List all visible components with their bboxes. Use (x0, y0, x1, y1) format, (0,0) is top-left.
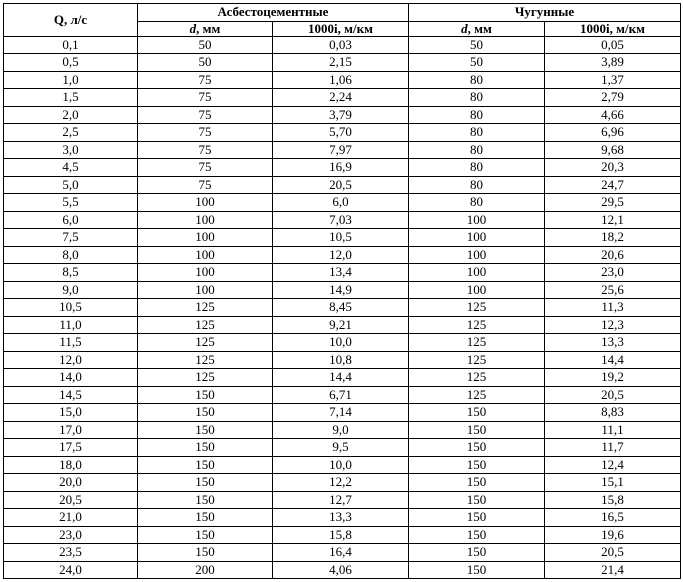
cell-flow-rate: 12,0 (4, 351, 138, 369)
cell-cast-iron-diameter: 125 (409, 334, 545, 352)
cell-cast-iron-head-loss: 20,6 (545, 246, 681, 264)
cell-flow-rate: 2,0 (4, 106, 138, 124)
cell-cast-iron-head-loss: 24,7 (545, 176, 681, 194)
cell-cast-iron-head-loss: 19,6 (545, 526, 681, 544)
cell-asbestos-diameter: 50 (138, 36, 273, 54)
table-row (4, 71, 681, 89)
cell-asbestos-diameter: 100 (138, 194, 273, 212)
cell-cast-iron-diameter: 150 (409, 474, 545, 492)
cell-flow-rate: 0,1 (4, 36, 138, 54)
cell-asbestos-diameter: 150 (138, 404, 273, 422)
cell-asbestos-head-loss: 6,0 (273, 194, 409, 212)
cell-asbestos-head-loss: 6,71 (273, 386, 409, 404)
cell-cast-iron-diameter: 150 (409, 544, 545, 562)
cell-asbestos-diameter: 75 (138, 159, 273, 177)
cell-asbestos-head-loss: 12,7 (273, 491, 409, 509)
cell-asbestos-diameter: 125 (138, 316, 273, 334)
cell-asbestos-head-loss: 1,06 (273, 71, 409, 89)
cell-asbestos-head-loss: 10,8 (273, 351, 409, 369)
table-row (4, 369, 681, 387)
cell-cast-iron-head-loss: 0,05 (545, 36, 681, 54)
cell-flow-rate: 23,5 (4, 544, 138, 562)
cell-asbestos-head-loss: 13,4 (273, 264, 409, 282)
cell-asbestos-head-loss: 13,3 (273, 509, 409, 527)
cell-cast-iron-head-loss: 9,68 (545, 141, 681, 159)
cell-asbestos-diameter: 150 (138, 544, 273, 562)
table-body (4, 36, 681, 579)
cell-flow-rate: 5,0 (4, 176, 138, 194)
table-row (4, 491, 681, 509)
cell-asbestos-head-loss: 12,2 (273, 474, 409, 492)
cell-flow-rate: 7,5 (4, 229, 138, 247)
cell-asbestos-head-loss: 2,15 (273, 54, 409, 72)
cell-flow-rate: 14,5 (4, 386, 138, 404)
cell-cast-iron-head-loss: 20,3 (545, 159, 681, 177)
cell-asbestos-diameter: 75 (138, 106, 273, 124)
header-asbestos-head-loss: 1000i, м/км (273, 21, 409, 36)
cell-flow-rate: 18,0 (4, 456, 138, 474)
cell-cast-iron-diameter: 100 (409, 211, 545, 229)
cell-asbestos-head-loss: 14,4 (273, 369, 409, 387)
cell-asbestos-head-loss: 3,79 (273, 106, 409, 124)
cell-flow-rate: 3,0 (4, 141, 138, 159)
table-row (4, 334, 681, 352)
cell-asbestos-head-loss: 2,24 (273, 89, 409, 107)
cell-cast-iron-head-loss: 11,3 (545, 299, 681, 317)
cell-cast-iron-head-loss: 14,4 (545, 351, 681, 369)
cell-flow-rate: 4,5 (4, 159, 138, 177)
cell-asbestos-diameter: 150 (138, 456, 273, 474)
cell-cast-iron-diameter: 150 (409, 491, 545, 509)
header-flow-rate: Q, л/с (4, 4, 138, 37)
cell-flow-rate: 1,0 (4, 71, 138, 89)
table-row (4, 281, 681, 299)
cell-asbestos-diameter: 200 (138, 561, 273, 579)
cell-flow-rate: 14,0 (4, 369, 138, 387)
cell-cast-iron-diameter: 125 (409, 299, 545, 317)
cell-cast-iron-head-loss: 21,4 (545, 561, 681, 579)
cell-asbestos-diameter: 125 (138, 369, 273, 387)
table-row (4, 141, 681, 159)
cell-flow-rate: 2,5 (4, 124, 138, 142)
cell-asbestos-head-loss: 0,03 (273, 36, 409, 54)
cell-cast-iron-head-loss: 13,3 (545, 334, 681, 352)
cell-cast-iron-diameter: 150 (409, 509, 545, 527)
cell-cast-iron-diameter: 125 (409, 386, 545, 404)
cell-asbestos-head-loss: 16,4 (273, 544, 409, 562)
cell-cast-iron-head-loss: 23,0 (545, 264, 681, 282)
cell-cast-iron-diameter: 100 (409, 246, 545, 264)
cell-cast-iron-diameter: 80 (409, 159, 545, 177)
cell-flow-rate: 17,0 (4, 421, 138, 439)
cell-flow-rate: 20,5 (4, 491, 138, 509)
cell-cast-iron-head-loss: 12,3 (545, 316, 681, 334)
diameter-unit: , мм (196, 21, 221, 36)
cell-cast-iron-head-loss: 1,37 (545, 71, 681, 89)
cell-flow-rate: 17,5 (4, 439, 138, 457)
cell-flow-rate: 9,0 (4, 281, 138, 299)
cell-asbestos-diameter: 75 (138, 176, 273, 194)
cell-asbestos-head-loss: 10,0 (273, 456, 409, 474)
cell-asbestos-head-loss: 7,03 (273, 211, 409, 229)
cell-cast-iron-diameter: 80 (409, 71, 545, 89)
cell-cast-iron-head-loss: 11,7 (545, 439, 681, 457)
cell-cast-iron-diameter: 80 (409, 89, 545, 107)
cell-cast-iron-head-loss: 8,83 (545, 404, 681, 422)
cell-asbestos-head-loss: 9,21 (273, 316, 409, 334)
cell-cast-iron-head-loss: 15,1 (545, 474, 681, 492)
cell-cast-iron-head-loss: 19,2 (545, 369, 681, 387)
cell-cast-iron-head-loss: 18,2 (545, 229, 681, 247)
cell-cast-iron-diameter: 80 (409, 141, 545, 159)
cell-cast-iron-diameter: 150 (409, 439, 545, 457)
cell-cast-iron-head-loss: 12,1 (545, 211, 681, 229)
table-row (4, 106, 681, 124)
table-row (4, 439, 681, 457)
cell-cast-iron-diameter: 125 (409, 316, 545, 334)
cell-cast-iron-diameter: 150 (409, 404, 545, 422)
cell-flow-rate: 0,5 (4, 54, 138, 72)
cell-cast-iron-diameter: 80 (409, 194, 545, 212)
cell-cast-iron-diameter: 100 (409, 281, 545, 299)
cell-flow-rate: 15,0 (4, 404, 138, 422)
cell-asbestos-diameter: 125 (138, 334, 273, 352)
diameter-unit: , мм (467, 21, 492, 36)
cell-cast-iron-diameter: 100 (409, 264, 545, 282)
cell-cast-iron-diameter: 150 (409, 421, 545, 439)
table-row (4, 211, 681, 229)
cell-cast-iron-diameter: 150 (409, 561, 545, 579)
cell-flow-rate: 11,5 (4, 334, 138, 352)
cell-flow-rate: 20,0 (4, 474, 138, 492)
cell-cast-iron-head-loss: 2,79 (545, 89, 681, 107)
cell-cast-iron-head-loss: 20,5 (545, 386, 681, 404)
cell-asbestos-head-loss: 10,0 (273, 334, 409, 352)
cell-asbestos-head-loss: 20,5 (273, 176, 409, 194)
table-row (4, 474, 681, 492)
cell-asbestos-head-loss: 9,0 (273, 421, 409, 439)
cell-asbestos-head-loss: 8,45 (273, 299, 409, 317)
cell-cast-iron-diameter: 80 (409, 106, 545, 124)
cell-cast-iron-diameter: 50 (409, 36, 545, 54)
cell-asbestos-diameter: 150 (138, 509, 273, 527)
cell-asbestos-diameter: 150 (138, 386, 273, 404)
cell-flow-rate: 8,0 (4, 246, 138, 264)
cell-asbestos-diameter: 150 (138, 491, 273, 509)
cell-asbestos-diameter: 75 (138, 71, 273, 89)
cell-flow-rate: 21,0 (4, 509, 138, 527)
cell-asbestos-head-loss: 15,8 (273, 526, 409, 544)
cell-cast-iron-diameter: 80 (409, 124, 545, 142)
cell-cast-iron-diameter: 125 (409, 351, 545, 369)
cell-asbestos-head-loss: 4,06 (273, 561, 409, 579)
pipe-hydraulics-table (3, 3, 681, 579)
table-row (4, 299, 681, 317)
cell-flow-rate: 11,0 (4, 316, 138, 334)
cell-flow-rate: 23,0 (4, 526, 138, 544)
header-row-groups (4, 4, 681, 22)
cell-asbestos-diameter: 75 (138, 141, 273, 159)
cell-flow-rate: 1,5 (4, 89, 138, 107)
table-row (4, 54, 681, 72)
cell-cast-iron-head-loss: 20,5 (545, 544, 681, 562)
cell-cast-iron-diameter: 50 (409, 54, 545, 72)
header-cast-iron-head-loss: 1000i, м/км (545, 21, 681, 36)
cell-cast-iron-diameter: 125 (409, 369, 545, 387)
cell-asbestos-diameter: 75 (138, 89, 273, 107)
table-row (4, 229, 681, 247)
header-group-asbestos-cement: Асбестоцементные (138, 4, 409, 22)
cell-cast-iron-head-loss: 25,6 (545, 281, 681, 299)
header-group-cast-iron: Чугунные (409, 4, 681, 22)
cell-asbestos-diameter: 100 (138, 246, 273, 264)
cell-asbestos-head-loss: 12,0 (273, 246, 409, 264)
cell-cast-iron-head-loss: 4,66 (545, 106, 681, 124)
cell-asbestos-diameter: 150 (138, 474, 273, 492)
cell-cast-iron-diameter: 150 (409, 456, 545, 474)
table-row (4, 509, 681, 527)
cell-asbestos-head-loss: 7,97 (273, 141, 409, 159)
table-row (4, 404, 681, 422)
cell-asbestos-diameter: 150 (138, 421, 273, 439)
table-row (4, 561, 681, 579)
table-row (4, 421, 681, 439)
cell-cast-iron-head-loss: 16,5 (545, 509, 681, 527)
cell-flow-rate: 5,5 (4, 194, 138, 212)
table-row (4, 316, 681, 334)
cell-cast-iron-head-loss: 11,1 (545, 421, 681, 439)
header-asbestos-diameter (138, 21, 273, 36)
cell-asbestos-diameter: 150 (138, 526, 273, 544)
table-row (4, 246, 681, 264)
cell-asbestos-head-loss: 5,70 (273, 124, 409, 142)
cell-asbestos-diameter: 100 (138, 281, 273, 299)
cell-asbestos-diameter: 150 (138, 439, 273, 457)
table-row (4, 36, 681, 54)
cell-asbestos-diameter: 100 (138, 264, 273, 282)
cell-flow-rate: 8,5 (4, 264, 138, 282)
cell-asbestos-head-loss: 10,5 (273, 229, 409, 247)
header-cast-iron-diameter (409, 21, 545, 36)
diameter-symbol: d (189, 21, 197, 36)
cell-asbestos-diameter: 100 (138, 229, 273, 247)
cell-asbestos-head-loss: 9,5 (273, 439, 409, 457)
table-row (4, 89, 681, 107)
table-row (4, 124, 681, 142)
table-row (4, 194, 681, 212)
cell-asbestos-diameter: 125 (138, 351, 273, 369)
diameter-symbol: d (461, 21, 468, 36)
table-row (4, 456, 681, 474)
cell-flow-rate: 24,0 (4, 561, 138, 579)
table-header (4, 4, 681, 37)
cell-cast-iron-head-loss: 12,4 (545, 456, 681, 474)
cell-asbestos-head-loss: 7,14 (273, 404, 409, 422)
cell-asbestos-diameter: 50 (138, 54, 273, 72)
cell-cast-iron-head-loss: 6,96 (545, 124, 681, 142)
cell-cast-iron-head-loss: 15,8 (545, 491, 681, 509)
cell-flow-rate: 6,0 (4, 211, 138, 229)
table-row (4, 264, 681, 282)
table-row (4, 176, 681, 194)
cell-asbestos-diameter: 125 (138, 299, 273, 317)
cell-flow-rate: 10,5 (4, 299, 138, 317)
cell-cast-iron-diameter: 100 (409, 229, 545, 247)
table-row (4, 544, 681, 562)
table-row (4, 526, 681, 544)
cell-asbestos-diameter: 75 (138, 124, 273, 142)
cell-cast-iron-diameter: 150 (409, 526, 545, 544)
table-row (4, 159, 681, 177)
table-row (4, 351, 681, 369)
cell-cast-iron-diameter: 80 (409, 176, 545, 194)
cell-cast-iron-head-loss: 3,89 (545, 54, 681, 72)
cell-asbestos-head-loss: 16,9 (273, 159, 409, 177)
table-row (4, 386, 681, 404)
cell-asbestos-diameter: 100 (138, 211, 273, 229)
cell-asbestos-head-loss: 14,9 (273, 281, 409, 299)
cell-cast-iron-head-loss: 29,5 (545, 194, 681, 212)
